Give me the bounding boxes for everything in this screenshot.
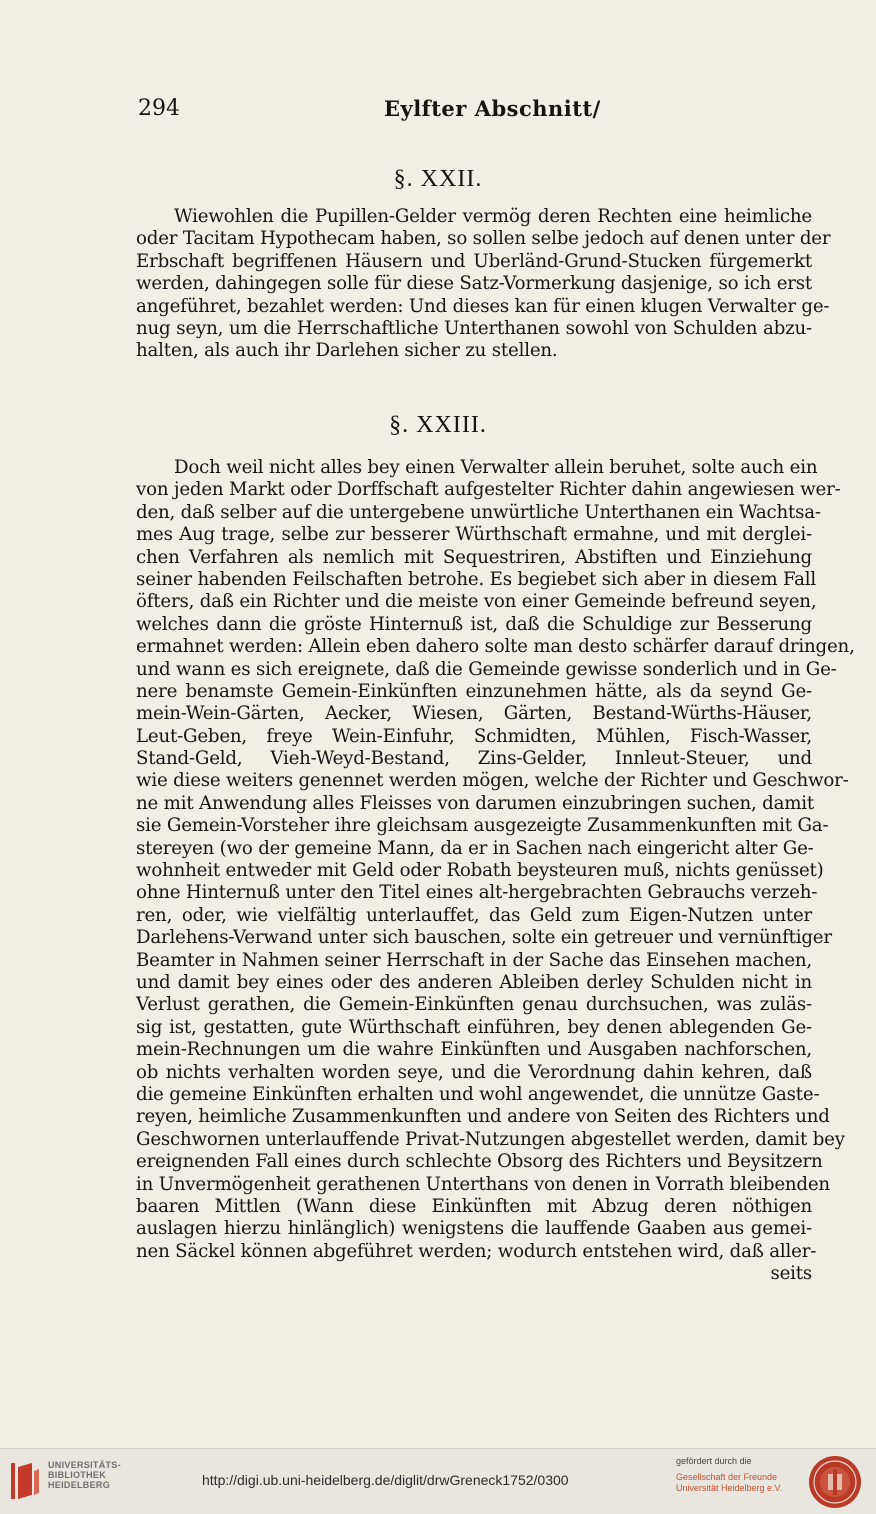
text-line: nere benamste Gemein-Einkünften einzunehmen hätte, als da seynd Ge- bbox=[136, 680, 812, 702]
text-line: wie diese weiters genennet werden mögen, welche der Richter und Geschwor- bbox=[136, 770, 849, 792]
library-name-line: UNIVERSITÄTS- bbox=[48, 1460, 121, 1470]
text-line: sig ist, gestatten, gute Würthschaft einführen, bey denen ablegenden Ge- bbox=[136, 1016, 812, 1038]
text-line: Stand-Geld, Vieh-Weyd-Bestand, Zins-Gelder, Innleut-Steuer, und bbox=[136, 748, 812, 770]
text-line: und wann es sich ereignete, daß die Gemeinde gewisse sonderlich und in Ge- bbox=[136, 658, 837, 680]
sponsor-block bbox=[676, 1456, 806, 1494]
library-name bbox=[48, 1460, 168, 1490]
text-line: auslagen hierzu hinlänglich) wenigstens die lauffende Gaaben aus gemei- bbox=[136, 1218, 812, 1240]
text-line: Erbschaft begriffenen Häusern und Uberländ-Grund-Stucken fürgemerkt bbox=[136, 250, 812, 272]
text-line: Verlust gerathen, die Gemein-Einkünften genau durchsuchen, was zuläs- bbox=[136, 994, 812, 1016]
text-line: und damit bey eines oder des anderen Ableiben derley Schulden nicht in bbox=[136, 971, 812, 993]
footer-bar bbox=[0, 1448, 876, 1514]
catchword: seits bbox=[770, 1263, 812, 1285]
section-heading-xxiii: §. XXIII. bbox=[389, 412, 487, 438]
text-line: Beamter in Nahmen seiner Herrschaft in der Sache das Einsehen machen, bbox=[136, 949, 812, 971]
text-line: nen Säckel können abgeführet werden; wodurch entstehen wird, daß aller- bbox=[136, 1240, 817, 1262]
text-line: in Unvermögenheit gerathenen Unterthans von denen in Vorrath bleibenden bbox=[136, 1173, 830, 1195]
text-line: welches dann die gröste Hinternuß ist, daß die Schuldige zur Besserung bbox=[136, 613, 812, 635]
text-line: ohne Hinternuß unter den Titel eines alt-hergebrachten Gebrauchs verzeh- bbox=[136, 882, 818, 904]
text-line: mein-Rechnungen um die wahre Einkünften und Ausgaben nachforschen, bbox=[136, 1039, 812, 1061]
paragraph-section-xxii bbox=[136, 206, 831, 363]
text-line: werden, dahingegen solle für diese Satz-Vormerkung dasjenige, so ich erst bbox=[136, 273, 812, 295]
university-seal-icon[interactable] bbox=[808, 1455, 862, 1509]
university-library-logo-icon[interactable] bbox=[10, 1461, 40, 1501]
text-line: von jeden Markt oder Dorffschaft aufgestelter Richter dahin angewiesen wer- bbox=[136, 479, 841, 501]
text-line: mes Aug trage, selbe zur besserer Würthschaft ermahne, und mit derglei- bbox=[136, 524, 812, 546]
text-line: nug seyn, um die Herrschaftliche Unterthanen sowohl von Schulden abzu- bbox=[136, 317, 812, 339]
text-line: halten, als auch ihr Darlehen sicher zu stellen. bbox=[136, 340, 558, 362]
text-line: Geschwornen unterlauffende Privat-Nutzungen abgestellet werden, damit bey bbox=[136, 1128, 845, 1150]
sponsor-caption: gefördert durch die bbox=[676, 1456, 752, 1466]
text-line: sie Gemein-Vorsteher ihre gleichsam ausgezeigte Zusammenkunften mit Ga- bbox=[136, 815, 829, 837]
text-line: ob nichts verhalten worden seye, und die Verordnung dahin kehren, daß bbox=[136, 1061, 812, 1083]
page-number: 294 bbox=[138, 96, 180, 121]
text-line: den, daß selber auf die untergebene unwürtliche Unterthanen ein Wachtsa- bbox=[136, 501, 821, 523]
text-line: wohnheit entweder mit Geld oder Robath beysteuren muß, nichts genüsset) bbox=[136, 860, 824, 882]
section-heading-xxii: §. XXII. bbox=[393, 166, 483, 192]
text-line: ren, oder, wie vielfältig unterlauffet, das Geld zum Eigen-Nutzen unter bbox=[136, 904, 812, 926]
text-line: öfters, daß ein Richter und die meiste von einer Gemeinde befreund seyen, bbox=[136, 591, 817, 613]
text-line: ereignenden Fall eines durch schlechte Obsorg des Richters und Beysitzern bbox=[136, 1151, 823, 1173]
text-line: Wiewohlen die Pupillen-Gelder vermög deren Rechten eine heimliche bbox=[174, 206, 812, 227]
text-line: chen Verfahren als nemlich mit Sequestriren, Abstiften und Einziehung bbox=[136, 546, 812, 568]
text-line: Doch weil nicht alles bey einen Verwalter allein beruhet, solte auch ein bbox=[174, 457, 818, 478]
sponsor-name-line: Universität Heidelberg e.V. bbox=[676, 1483, 783, 1493]
library-name-line: HEIDELBERG bbox=[48, 1480, 111, 1490]
text-line: ermahnet werden: Allein eben dahero solte man desto schärfer darauf dringen, bbox=[136, 636, 855, 658]
text-line: baaren Mittlen (Wann diese Einkünften mit Abzug deren nöthigen bbox=[136, 1195, 812, 1217]
chapter-title: Eylfter Abschnitt/ bbox=[384, 96, 601, 121]
text-line: Darlehens-Verwand unter sich bauschen, solte ein getreuer und vernünftiger bbox=[136, 927, 832, 949]
running-head bbox=[136, 96, 816, 128]
text-line: seiner habenden Feilschaften betrohe. Es begiebet sich aber in diesem Fall bbox=[136, 568, 817, 590]
text-line: stereyen (wo der gemeine Mann, da er in Sachen nach eingericht alter Ge- bbox=[136, 837, 814, 859]
text-line: die gemeine Einkünften erhalten und wohl angewendet, die unnütze Gaste- bbox=[136, 1083, 820, 1105]
text-line: Leut-Geben, freye Wein-Einfuhr, Schmidten, Mühlen, Fisch-Wasser, bbox=[136, 725, 812, 747]
paragraph-section-xxiii bbox=[136, 457, 855, 1285]
sponsor-name-line: Gesellschaft der Freunde bbox=[676, 1472, 778, 1482]
document-url-link[interactable]: http://digi.ub.uni-heidelberg.de/diglit/drwGreneck1752/0300 bbox=[202, 1472, 569, 1488]
text-line: angeführet, bezahlet werden: Und dieses kan für einen klugen Verwalter ge- bbox=[136, 295, 830, 317]
text-line: ne mit Anwendung alles Fleisses von darumen einzubringen suchen, damit bbox=[136, 792, 815, 814]
text-line: reyen, heimliche Zusammenkunften und andere von Seiten des Richters und bbox=[136, 1106, 830, 1128]
library-name-line: BIBLIOTHEK bbox=[48, 1470, 106, 1480]
text-line: oder Tacitam Hypothecam haben, so sollen selbe jedoch auf denen unter der bbox=[136, 228, 831, 250]
text-line: mein-Wein-Gärten, Aecker, Wiesen, Gärten, Bestand-Würths-Häuser, bbox=[136, 703, 812, 725]
